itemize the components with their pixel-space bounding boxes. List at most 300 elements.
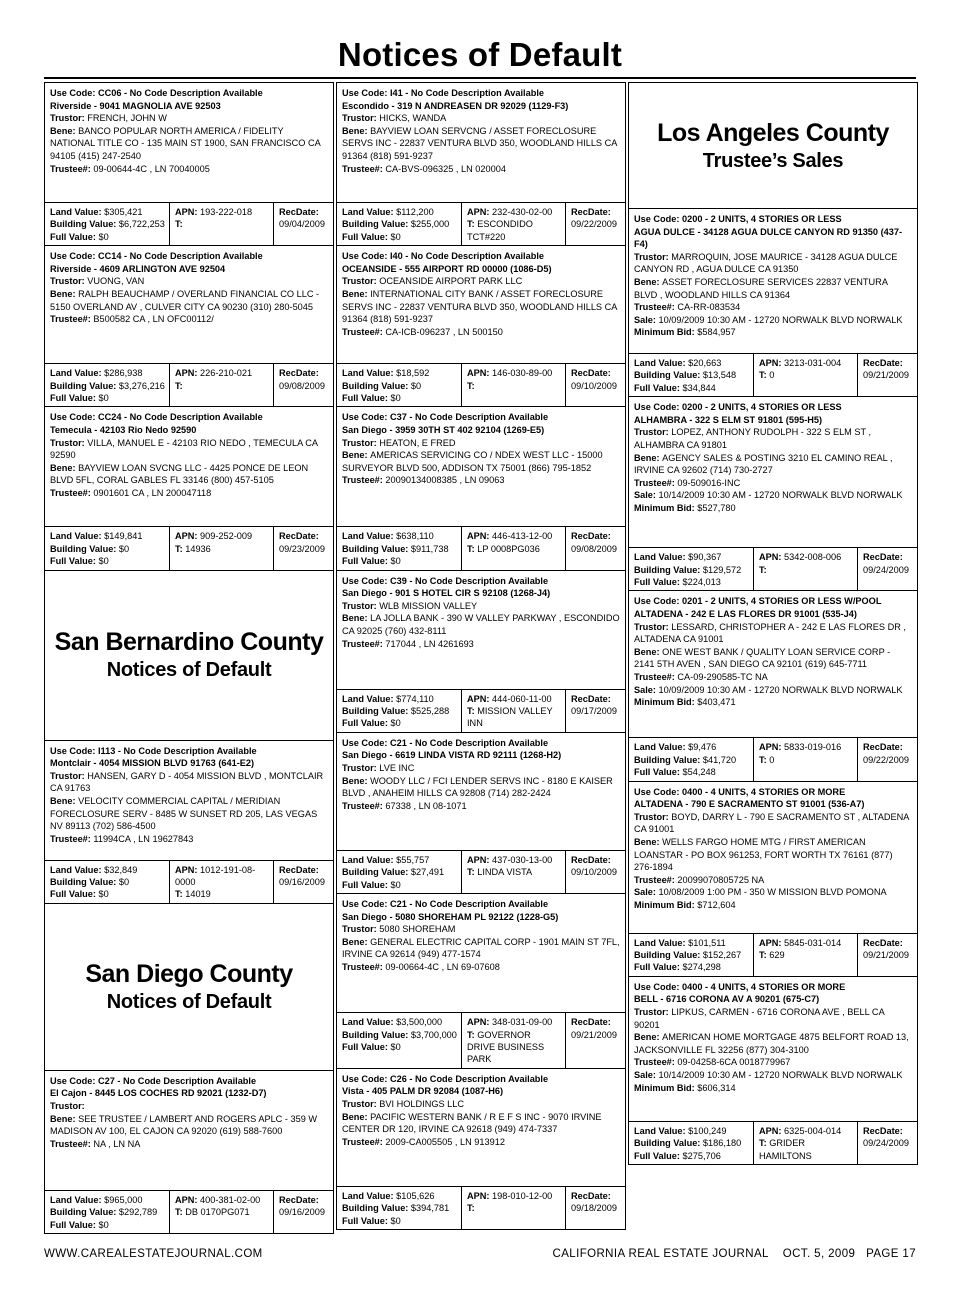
value-grid	[337, 363, 625, 406]
land-value: $55,757	[396, 854, 430, 865]
banner-title: San Bernardino County	[54, 628, 324, 657]
property-address: El Cajon - 8445 LOS COCHES RD 92021 (1232-D7)	[50, 1088, 267, 1099]
value-grid	[45, 1190, 333, 1233]
building-value: $0	[410, 380, 422, 391]
apn-value: 5833-019-016	[784, 742, 842, 753]
land-value: $305,421	[104, 207, 143, 217]
values-cell: Land Value: $305,421 Building Value: $6,722,253 Full Value: $0	[50, 207, 165, 242]
recdate-value: 09/23/2009	[279, 543, 325, 554]
land-value: $149,841	[104, 531, 143, 542]
apn-value: 446-413-12-00	[492, 531, 553, 542]
beneficiary-line: Bene: GENERAL ELECTRIC CAPITAL CORP - 1901 MAIN ST 7FL, IRVINE CA 92614 (949) 477-1574	[342, 936, 620, 960]
notice-body	[629, 209, 917, 353]
notice-card	[628, 977, 918, 1165]
trustee-number-line: Trustee#: 09-04258-6CA 0018779967	[634, 1057, 791, 1068]
land-value: $9,476	[688, 742, 717, 753]
trustor-line: Trustor: 5080 SHOREHAM	[342, 924, 456, 935]
value-grid	[629, 933, 917, 976]
recdate-cell: RecDate: 09/17/2009	[565, 690, 625, 732]
values-cell: Land Value: $55,757 Building Value: $27,491 Full Value: $0	[342, 854, 445, 890]
use-code: Use Code: 0400 - 4 UNITS, 4 STORIES OR MORE	[634, 981, 846, 992]
trustee-number-line: Trustee#: 09-00664-4C , LN 69-07608	[342, 962, 500, 973]
trustee-number-line: Trustee#: 20090134008385 , LN 09063	[342, 475, 505, 486]
trustee-number-line: Trustee#: 09-00644-4C , LN 70040005	[50, 163, 210, 174]
building-value: $255,000	[410, 219, 450, 230]
minimum-bid-line: Minimum Bid: $606,314	[634, 1082, 736, 1093]
beneficiary-line: Bene: BANCO POPULAR NORTH AMERICA / FIDELITY NATIONAL TITLE CO - 135 MAIN ST 1900, SAN FRANCISCO CA 94105 (415) 247-2540	[50, 125, 321, 161]
full-value: $275,706	[682, 1150, 721, 1161]
apn-cell: APN: 193-222-018 T:	[169, 203, 273, 245]
property-address: San Diego - 5080 SHOREHAM PL 92122 (1228-G5)	[342, 911, 559, 922]
land-value: $112,200	[396, 207, 434, 217]
notice-card	[44, 1071, 334, 1234]
san-diego-county-banner	[44, 904, 334, 1071]
property-address: OCEANSIDE - 555 AIRPORT RD 00000 (1086-D5)	[342, 263, 552, 274]
tract-value: LINDA VISTA	[477, 867, 533, 878]
notice-card	[44, 407, 334, 570]
beneficiary-line: Bene: AGENCY SALES & POSTING 3210 EL CAMINO REAL , IRVINE CA 92602 (714) 730-2727	[634, 452, 893, 476]
notice-body	[629, 397, 917, 547]
use-code: Use Code: CC14 - No Code Description Available	[50, 251, 263, 262]
trustee-number-line: Trustee#: CA-ICB-096237 , LN 500150	[342, 326, 503, 337]
value-grid	[629, 1121, 917, 1164]
property-address: Escondido - 319 N ANDREASEN DR 92029 (1129-F3)	[342, 100, 569, 111]
trustor-line: Trustor: MARROQUIN, JOSE MAURICE - 34128 AGUA DULCE CANYON RD , AGUA DULCE CA 91350	[634, 251, 898, 275]
apn-value: 198-010-12-00	[492, 1190, 553, 1201]
recdate-value: 09/16/2009	[279, 877, 325, 888]
full-value: $54,248	[682, 767, 716, 778]
trustor-line: Trustor: HANSEN, GARY D - 4054 MISSION BLVD , MONTCLAIR CA 91763	[50, 770, 324, 794]
tract-value: GOVERNOR DRIVE BUSINESS PARK	[467, 1029, 545, 1065]
beneficiary-line: Bene: SEE TRUSTEE / LAMBERT AND ROGERS APLC - 359 W MADISON AV 100, EL CAJON CA 92020 (619) 588-7600	[50, 1113, 318, 1137]
recdate-value: 09/08/2009	[571, 543, 617, 554]
land-value: $100,249	[688, 1125, 727, 1136]
recdate-value: 09/21/2009	[571, 1029, 617, 1040]
sale-line: Sale: 10/08/2009 1:00 PM - 350 W MISSION BLVD POMONA	[634, 887, 887, 898]
trustor-line: Trustor: FRENCH, JOHN W	[50, 113, 167, 124]
values-cell: Land Value: $638,110 Building Value: $911,738 Full Value: $0	[342, 531, 449, 567]
notice-body	[45, 741, 333, 860]
building-value: $3,700,000	[410, 1029, 457, 1040]
building-value: $0	[118, 877, 130, 888]
apn-value: 1012-191-08-0000	[175, 864, 256, 888]
full-value: $0	[98, 231, 109, 242]
title-rule	[44, 77, 916, 79]
tract-value: ESCONDIDO TCT#220	[467, 219, 533, 242]
apn-cell: APN: 5845-031-014 T: 629	[753, 934, 857, 976]
value-grid	[629, 737, 917, 780]
notice-body	[337, 894, 625, 1012]
trustee-number-line: Trustee#: NA , LN NA	[50, 1138, 141, 1149]
use-code: Use Code: I113 - No Code Description Available	[50, 745, 257, 756]
land-value: $101,511	[688, 937, 726, 948]
use-code: Use Code: C37 - No Code Description Available	[342, 412, 549, 423]
notice-card	[44, 246, 334, 407]
beneficiary-line: Bene: ASSET FORECLOSURE SERVICES 22837 VENTURA BLVD , WOODLAND HILLS CA 91364	[634, 276, 888, 300]
values-cell: Land Value: $105,626 Building Value: $394,781 Full Value: $0	[342, 1190, 450, 1226]
recdate-value: 09/24/2009	[863, 1138, 909, 1149]
apn-value: 226-210-021	[200, 368, 253, 379]
tract-value: 0	[769, 370, 775, 381]
property-address: Montclair - 4054 MISSION BLVD 91763 (641-E2)	[50, 758, 255, 769]
value-grid	[337, 689, 625, 732]
building-value: $152,267	[702, 950, 742, 961]
apn-cell: APN: 3213-031-004 T: 0	[753, 354, 857, 396]
trustee-number-line: Trustee#: B500582 CA , LN OFC00112/	[50, 314, 214, 325]
apn-cell: APN: 400-381-02-00 T: DB 0170PG071	[169, 1191, 273, 1233]
apn-cell: APN: 437-030-13-00 T: LINDA VISTA	[461, 851, 565, 893]
notice-card	[628, 397, 918, 591]
notice-card	[44, 741, 334, 904]
value-grid	[45, 860, 333, 903]
recdate-value: 09/18/2009	[571, 1203, 617, 1214]
beneficiary-line: Bene: BAYVIEW LOAN SERVCNG / ASSET FORECLOSURE SERVS INC - 22837 VENTURA BLVD 350, WOODLAND HILLS CA 91364 (818) 591-9237	[342, 125, 617, 161]
recdate-value: 09/10/2009	[571, 380, 617, 391]
notice-card	[336, 246, 626, 407]
full-value: $0	[98, 1219, 109, 1230]
recdate-cell: RecDate: 09/22/2009	[857, 738, 917, 780]
building-value: $0	[118, 543, 130, 554]
recdate-cell: RecDate: 09/21/2009	[565, 1013, 625, 1068]
minimum-bid-line: Minimum Bid: $712,604	[634, 900, 736, 910]
tract-value: 0	[769, 754, 775, 765]
apn-cell: APN: 5342-008-006 T:	[753, 548, 857, 590]
beneficiary-line: Bene: INTERNATIONAL CITY BANK / ASSET FORECLOSURE SERVS INC - 22837 VENTURA BLVD 350, WOODLAND HILLS CA 91364 (818) 591-9237	[342, 289, 617, 325]
banner-subtitle: Notices of Default	[106, 659, 272, 682]
apn-value: 444-060-11-00	[492, 693, 552, 704]
trustee-number-line: Trustee#: 20099070805725 NA	[634, 874, 765, 885]
notice-body	[337, 733, 625, 850]
use-code: Use Code: CC24 - No Code Description Available	[50, 412, 263, 423]
recdate-value: 09/16/2009	[279, 1207, 325, 1218]
recdate-cell: RecDate: 09/16/2009	[273, 861, 333, 903]
recdate-cell: RecDate: 09/10/2009	[565, 364, 625, 406]
property-address: AGUA DULCE - 34128 AGUA DULCE CANYON RD 91350 (437-F4)	[634, 226, 903, 250]
notice-card	[336, 894, 626, 1069]
apn-cell: APN: 146-030-89-00 T:	[461, 364, 565, 406]
land-value: $774,110	[396, 693, 434, 704]
value-grid	[337, 202, 625, 245]
beneficiary-line: Bene: WOODY LLC / FCI LENDER SERVS INC - 8180 E KAISER BLVD , ANAHEIM HILLS CA 92808 (714) 282-2424	[342, 775, 613, 799]
recdate-value: 09/17/2009	[571, 706, 617, 717]
apn-value: 193-222-018	[200, 207, 253, 217]
use-code: Use Code: 0201 - 2 UNITS, 4 STORIES OR LESS W/POOL	[634, 596, 882, 607]
notice-body	[45, 1071, 333, 1190]
notice-card	[628, 209, 918, 397]
use-code: Use Code: I40 - No Code Description Available	[342, 251, 544, 262]
recdate-cell: RecDate: 09/18/2009	[565, 1187, 625, 1229]
apn-cell: APN: 232-430-02-00 T: ESCONDIDO TCT#220	[461, 203, 565, 245]
use-code: Use Code: I41 - No Code Description Available	[342, 88, 544, 98]
notice-body	[629, 591, 917, 737]
value-grid	[337, 526, 625, 569]
column-left	[44, 82, 334, 1234]
minimum-bid-line: Minimum Bid: $527,780	[634, 502, 736, 513]
land-value: $32,849	[104, 864, 138, 875]
footer-publication-info: CALIFORNIA REAL ESTATE JOURNAL OCT. 5, 2009 PAGE 17	[552, 1248, 916, 1260]
apn-value: 348-031-09-00	[492, 1017, 553, 1028]
trustee-number-line: Trustee#: 09-509016-INC	[634, 477, 741, 488]
building-value: $292,789	[118, 1207, 158, 1218]
notice-card	[628, 782, 918, 977]
column-right	[628, 82, 918, 1165]
apn-value: 400-381-02-00	[200, 1194, 261, 1205]
building-value: $394,781	[410, 1203, 450, 1214]
trustor-line: Trustor: LESSARD, CHRISTOPHER A - 242 E LAS FLORES DR , ALTADENA CA 91001	[634, 621, 906, 645]
notice-body	[629, 782, 917, 933]
notice-card	[336, 407, 626, 570]
apn-value: 6325-004-014	[784, 1125, 842, 1136]
trustee-number-line: Trustee#: CA-BVS-096325 , LN 020004	[342, 163, 506, 174]
trustee-number-line: Trustee#: 2009-CA005505 , LN 913912	[342, 1136, 505, 1147]
apn-cell: APN: 6325-004-014 T: GRIDER HAMILTONS	[753, 1122, 857, 1164]
beneficiary-line: Bene: AMERICAN HOME MORTGAGE 4875 BELFORT ROAD 13, JACKSONVILLE FL 32256 (877) 304-3100	[634, 1032, 909, 1055]
trustee-number-line: Trustee#: 717044 , LN 4261693	[342, 638, 474, 649]
values-cell: Land Value: $149,841 Building Value: $0 Full Value: $0	[50, 531, 143, 567]
trustee-number-line: Trustee#: 11994CA , LN 19627843	[50, 833, 194, 844]
property-address: ALTADENA - 242 E LAS FLORES DR 91001 (535-J4)	[634, 609, 857, 620]
recdate-cell: RecDate: 09/08/2009	[565, 527, 625, 569]
apn-cell: APN: 226-210-021 T:	[169, 364, 273, 406]
use-code: Use Code: C27 - No Code Description Available	[50, 1075, 257, 1086]
notice-body	[337, 407, 625, 526]
recdate-value: 09/04/2009	[279, 219, 325, 230]
los-angeles-county-banner	[628, 82, 918, 209]
notice-body	[45, 246, 333, 363]
land-value: $105,626	[396, 1190, 435, 1201]
tract-value: MISSION VALLEY INN	[467, 706, 553, 729]
trustor-line: Trustor: OCEANSIDE AIRPORT PARK LLC	[342, 276, 523, 287]
sale-line: Sale: 10/14/2009 10:30 AM - 12720 NORWALK BLVD NORWALK	[634, 1070, 903, 1081]
trustor-line: Trustor: LIPKUS, CARMEN - 6716 CORONA AVE , BELL CA 90201	[634, 1007, 885, 1030]
apn-value: 232-430-02-00	[492, 207, 553, 217]
values-cell: Land Value: $9,476 Building Value: $41,720 Full Value: $54,248	[634, 742, 737, 778]
trustor-line: Trustor: HICKS, WANDA	[342, 113, 447, 124]
apn-cell: APN: 5833-019-016 T: 0	[753, 738, 857, 780]
san-bernardino-county-banner	[44, 571, 334, 741]
banner-title: San Diego County	[85, 959, 293, 988]
recdate-cell: RecDate: 09/08/2009	[273, 364, 333, 406]
property-address: ALTADENA - 790 E SACRAMENTO ST 91001 (536-A7)	[634, 799, 865, 810]
notice-card	[336, 733, 626, 894]
use-code: Use Code: 0400 - 4 UNITS, 4 STORIES OR MORE	[634, 786, 846, 797]
recdate-cell: RecDate: 09/16/2009	[273, 1191, 333, 1233]
full-value: $0	[390, 879, 401, 890]
property-address: San Diego - 3959 30TH ST 402 92104 (1269-E5)	[342, 425, 545, 436]
land-value: $18,592	[396, 368, 430, 379]
land-value: $286,938	[104, 368, 143, 379]
property-address: San Diego - 901 S HOTEL CIR S 92108 (1268-J4)	[342, 588, 551, 599]
beneficiary-line: Bene: BAYVIEW LOAN SVCNG LLC - 4425 PONCE DE LEON BLVD 5FL, CORAL GABLES FL 33146 (800) 457-5105	[50, 462, 309, 486]
recdate-value: 09/22/2009	[863, 754, 909, 765]
apn-value: 909-252-009	[200, 531, 253, 542]
full-value: $0	[390, 393, 401, 404]
values-cell: Land Value: $286,938 Building Value: $3,276,216 Full Value: $0	[50, 368, 165, 404]
full-value: $0	[390, 1041, 401, 1052]
value-grid	[629, 353, 917, 396]
full-value: $34,844	[682, 382, 716, 393]
building-value: $41,720	[702, 754, 737, 765]
tract-value: 14936	[185, 543, 211, 554]
building-value: $129,572	[702, 564, 742, 575]
trustor-line: Trustor: HEATON, E FRED	[342, 437, 456, 448]
recdate-value: 09/22/2009	[571, 219, 617, 230]
value-grid	[337, 850, 625, 893]
apn-value: 437-030-13-00	[492, 854, 553, 865]
trustor-line: Trustor:	[50, 1101, 85, 1112]
values-cell: Land Value: $3,500,000 Building Value: $3,700,000 Full Value: $0	[342, 1017, 457, 1052]
trustee-number-line: Trustee#: 67338 , LN 08-1071	[342, 800, 467, 811]
value-grid	[45, 363, 333, 406]
column-middle	[336, 82, 626, 1230]
beneficiary-line: Bene: AMERICAS SERVICING CO / NDEX WEST LLC - 15000 SURVEYOR BLVD 500, ADDISON TX 75001 (866) 795-1852	[342, 450, 603, 473]
trustor-line: Trustor: LVE INC	[342, 763, 415, 774]
minimum-bid-line: Minimum Bid: $584,957	[634, 327, 736, 338]
full-value: $224,013	[682, 577, 721, 588]
building-value: $911,738	[410, 543, 449, 554]
value-grid	[337, 1012, 625, 1068]
beneficiary-line: Bene: RALPH BEAUCHAMP / OVERLAND FINANCIAL CO LLC - 5150 OVERLAND AV , CULVER CITY CA 90230 (310) 280-5045	[50, 289, 320, 312]
use-code: Use Code: CC06 - No Code Description Available	[50, 88, 263, 98]
land-value: $965,000	[104, 1194, 143, 1205]
property-address: BELL - 6716 CORONA AV A 90201 (675-C7)	[634, 994, 820, 1005]
notice-card	[44, 82, 334, 246]
use-code: Use Code: C26 - No Code Description Available	[342, 1073, 549, 1084]
notice-body	[45, 83, 333, 202]
trustee-number-line: Trustee#: 0901601 CA , LN 200047118	[50, 488, 212, 498]
notice-body	[629, 977, 917, 1121]
notice-body	[337, 246, 625, 363]
use-code: Use Code: C39 - No Code Description Available	[342, 575, 549, 586]
trustor-line: Trustor: LOPEZ, ANTHONY RUDOLPH - 322 S ELM ST , ALHAMBRA CA 91801	[634, 427, 872, 450]
property-address: ALHAMBRA - 322 S ELM ST 91801 (595-H5)	[634, 414, 823, 425]
property-address: Vista - 405 PALM DR 92084 (1087-H6)	[342, 1086, 504, 1097]
apn-value: 5845-031-014	[784, 937, 842, 948]
tract-value: GRIDER HAMILTONS	[759, 1138, 812, 1161]
recdate-cell: RecDate: 09/24/2009	[857, 548, 917, 590]
beneficiary-line: Bene: LA JOLLA BANK - 390 W VALLEY PARKWAY , ESCONDIDO CA 92025 (760) 432-8111	[342, 613, 620, 637]
recdate-cell: RecDate: 09/04/2009	[273, 203, 333, 245]
trustee-number-line: Trustee#: CA-09-290585-TC NA	[634, 672, 768, 682]
full-value: $0	[98, 889, 109, 900]
recdate-cell: RecDate: 09/21/2009	[857, 354, 917, 396]
values-cell: Land Value: $90,367 Building Value: $129,572 Full Value: $224,013	[634, 552, 742, 588]
trustee-number-line: Trustee#: CA-RR-083534	[634, 302, 741, 313]
values-cell: Land Value: $32,849 Building Value: $0 Full Value: $0	[50, 864, 138, 900]
notice-body	[45, 407, 333, 526]
values-cell: Land Value: $774,110 Building Value: $525,288 Full Value: $0	[342, 693, 450, 729]
apn-cell: APN: 444-060-11-00 T: MISSION VALLEY INN	[461, 690, 565, 732]
use-code: Use Code: C21 - No Code Description Available	[342, 737, 549, 748]
footer-website: WWW.CAREALESTATEJOURNAL.COM	[44, 1248, 263, 1260]
building-value: $13,548	[702, 370, 737, 381]
building-value: $186,180	[702, 1138, 742, 1149]
apn-cell: APN: 348-031-09-00 T: GOVERNOR DRIVE BUSINESS PARK	[461, 1013, 565, 1068]
property-address: San Diego - 6619 LINDA VISTA RD 92111 (1268-H2)	[342, 750, 562, 761]
apn-cell: APN: 909-252-009 T: 14936	[169, 527, 273, 569]
banner-subtitle: Notices of Default	[106, 990, 272, 1013]
apn-value: 5342-008-006	[784, 552, 842, 563]
recdate-cell: RecDate: 09/24/2009	[857, 1122, 917, 1164]
apn-cell: APN: 446-413-12-00 T: LP 0008PG036	[461, 527, 565, 569]
full-value: $0	[390, 1215, 401, 1226]
value-grid	[337, 1186, 625, 1229]
beneficiary-line: Bene: WELLS FARGO HOME MTG / FIRST AMERICAN LOANSTAR - PO BOX 961253, FORT WORTH TX 76161 (877) 276-1894	[634, 837, 893, 873]
values-cell: Land Value: $112,200 Building Value: $255,000 Full Value: $0	[342, 207, 450, 242]
values-cell: Land Value: $101,511 Building Value: $152,267 Full Value: $274,298	[634, 937, 742, 973]
trustor-line: Trustor: BOYD, DARRY L - 790 E SACRAMENTO ST , ALTADENA CA 91001	[634, 811, 909, 835]
property-address: Riverside - 9041 MAGNOLIA AVE 92503	[50, 100, 221, 111]
apn-cell: APN: 1012-191-08-0000 T: 14019	[169, 861, 273, 903]
apn-cell: APN: 198-010-12-00 T:	[461, 1187, 565, 1229]
building-value: $525,288	[410, 706, 450, 717]
beneficiary-line: Bene: PACIFIC WESTERN BANK / R E F S INC - 9070 IRVINE CENTER DR 120, IRVINE CA 92618 (949) 474-7337	[342, 1111, 602, 1135]
recdate-value: 09/24/2009	[863, 564, 909, 575]
land-value: $3,500,000	[396, 1017, 443, 1028]
value-grid	[45, 526, 333, 569]
tract-value: 14019	[185, 889, 211, 900]
trustor-line: Trustor: VILLA, MANUEL E - 42103 RIO NEDO , TEMECULA CA 92590	[50, 437, 318, 461]
full-value: $0	[98, 393, 109, 404]
notice-body	[337, 571, 625, 689]
notice-card	[336, 82, 626, 246]
recdate-value: 09/08/2009	[279, 380, 325, 391]
recdate-cell: RecDate: 09/10/2009	[565, 851, 625, 893]
sale-line: Sale: 10/09/2009 10:30 AM - 12720 NORWALK BLVD NORWALK	[634, 684, 903, 695]
recdate-value: 09/21/2009	[863, 950, 909, 961]
building-value: $3,276,216	[118, 380, 165, 391]
land-value: $20,663	[688, 358, 722, 368]
recdate-cell: RecDate: 09/21/2009	[857, 934, 917, 976]
trustor-line: Trustor: VUONG, VAN	[50, 276, 145, 287]
recdate-cell: RecDate: 09/22/2009	[565, 203, 625, 245]
values-cell: Land Value: $20,663 Building Value: $13,548 Full Value: $34,844	[634, 358, 737, 393]
full-value: $0	[390, 718, 401, 729]
full-value: $0	[98, 556, 109, 567]
notice-body	[337, 83, 625, 202]
values-cell: Land Value: $100,249 Building Value: $186,180 Full Value: $275,706	[634, 1125, 742, 1161]
tract-value: LP 0008PG036	[477, 543, 540, 554]
beneficiary-line: Bene: VELOCITY COMMERCIAL CAPITAL / MERIDIAN FORECLOSURE SERV - 8485 W SUNSET RD 205, LAS VEGAS NV 89113 (702) 586-4500	[50, 796, 318, 832]
values-cell: Land Value: $965,000 Building Value: $292,789 Full Value: $0	[50, 1194, 158, 1230]
minimum-bid-line: Minimum Bid: $403,471	[634, 697, 736, 708]
page-title: Notices of Default	[337, 36, 623, 73]
sale-line: Sale: 10/09/2009 10:30 AM - 12720 NORWALK BLVD NORWALK	[634, 314, 903, 325]
recdate-value: 09/21/2009	[863, 370, 909, 381]
use-code: Use Code: 0200 - 2 UNITS, 4 STORIES OR LESS	[634, 402, 842, 413]
trustor-line: Trustor: BVI HOLDINGS LLC	[342, 1098, 465, 1109]
value-grid	[45, 202, 333, 245]
trustor-line: Trustor: WLB MISSION VALLEY	[342, 600, 478, 611]
building-value: $6,722,253	[118, 219, 165, 230]
notice-body	[337, 1069, 625, 1186]
property-address: Riverside - 4609 ARLINGTON AVE 92504	[50, 263, 226, 274]
banner-title: Los Angeles County	[657, 118, 889, 147]
land-value: $90,367	[688, 552, 722, 563]
values-cell: Land Value: $18,592 Building Value: $0 Full Value: $0	[342, 368, 430, 404]
apn-value: 3213-031-004	[784, 358, 842, 368]
recdate-cell: RecDate: 09/23/2009	[273, 527, 333, 569]
use-code: Use Code: 0200 - 2 UNITS, 4 STORIES OR LESS	[634, 214, 842, 224]
notice-card	[628, 591, 918, 781]
property-address: Temecula - 42103 Rio Nedo 92590	[50, 425, 197, 436]
recdate-value: 09/10/2009	[571, 867, 617, 878]
tract-value: 629	[769, 950, 785, 961]
banner-subtitle: Trustee’s Sales	[702, 149, 844, 172]
sale-line: Sale: 10/14/2009 10:30 AM - 12720 NORWALK BLVD NORWALK	[634, 490, 903, 501]
apn-value: 146-030-89-00	[492, 368, 553, 379]
use-code: Use Code: C21 - No Code Description Available	[342, 899, 549, 910]
